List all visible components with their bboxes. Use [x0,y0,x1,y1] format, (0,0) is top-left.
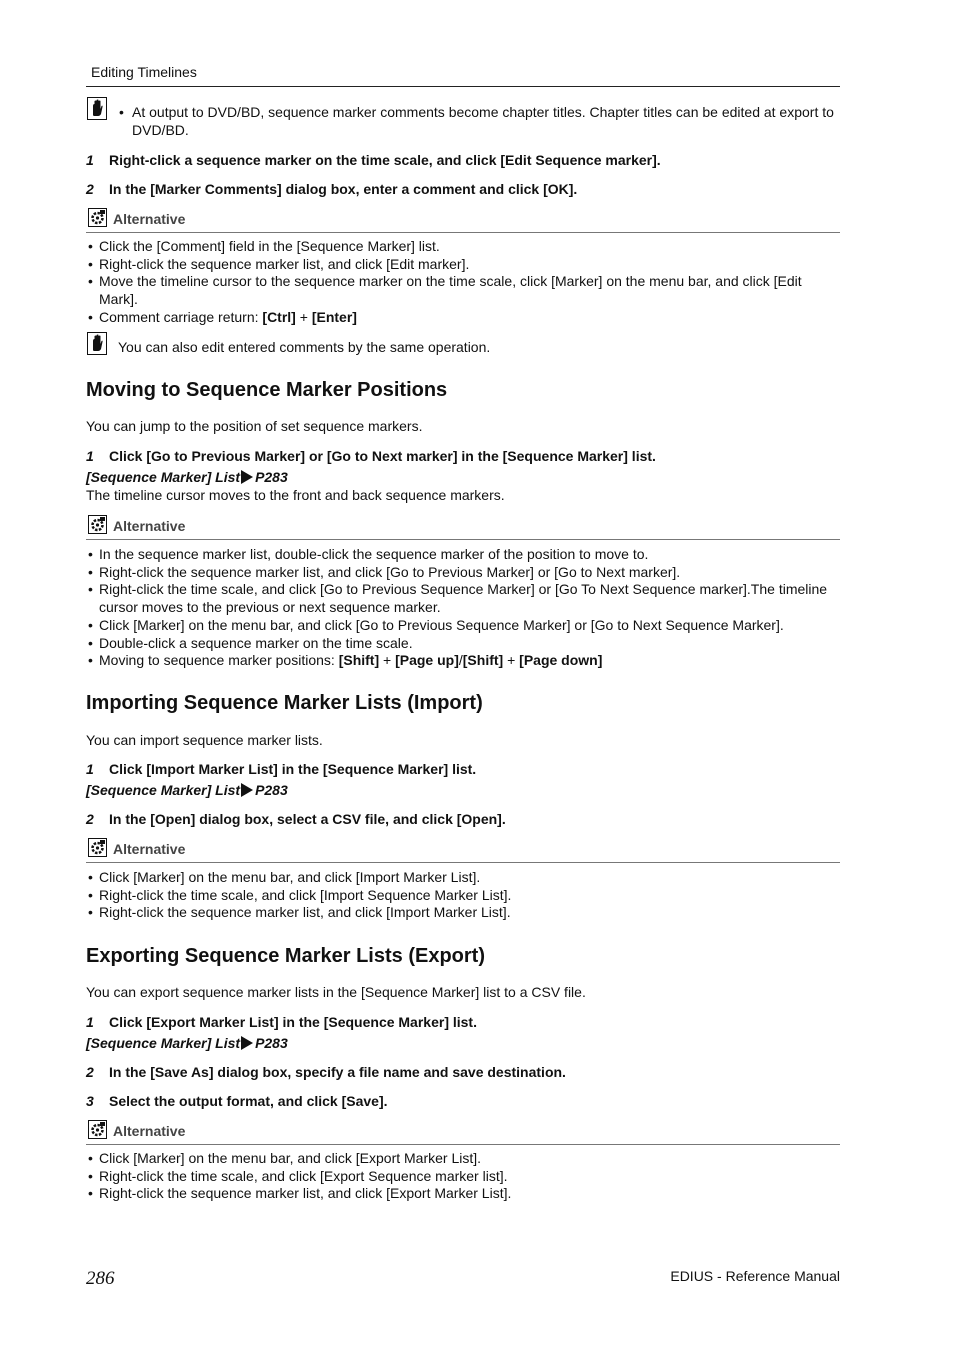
note-hand-icon [87,97,107,120]
section-intro: You can export sequence marker lists in the [Sequence Marker] list to a CSV file. [86,984,586,1000]
step-number: 1 [86,448,94,464]
plus-sign: + [295,308,312,325]
arrow-right-icon [241,783,253,797]
arrow-right-icon [241,1036,253,1050]
page-number: 286 [86,1268,115,1289]
section-heading-moving: Moving to Sequence Marker Positions [86,379,448,401]
alternative-rule [86,1144,840,1145]
plus-sign: + [503,652,520,669]
list-item: • Click [Marker] on the menu bar, and click [Go to Previous Sequence Marker] or [Go to Next Sequence Marker]. [86,617,836,635]
step-number: 2 [86,811,94,827]
section-heading-export: Exporting Sequence Marker Lists (Export) [86,945,485,967]
list-item: • Click [Marker] on the menu bar, and click [Export Marker List]. [86,1150,836,1168]
step-text: In the [Marker Comments] dialog box, enter a comment and click [OK]. [109,181,578,197]
plus-sign: + [379,652,396,669]
step-export-1 [86,1014,840,1032]
note-text: You can also edit entered comments by the same operation. [118,339,491,355]
note-bullet: • [119,104,124,120]
list-item: • Right-click the sequence marker list, and click [Go to Previous Marker] or [Go to Next marker]. [86,564,836,582]
step-number: 1 [86,152,94,168]
alternative-list-moving [86,546,836,670]
slash: / [458,652,463,669]
reference-page: P283 [255,469,288,485]
list-item: • Click [Marker] on the menu bar, and click [Import Marker List]. [86,869,836,887]
step-text: Click [Export Marker List] in the [Sequence Marker] list. [109,1014,477,1030]
key-shift: [Shift] [462,652,504,669]
step-number: 3 [86,1093,94,1109]
footer-manual-title: EDIUS - Reference Manual [670,1268,840,1284]
section-heading-import: Importing Sequence Marker Lists (Import) [86,692,483,714]
step-text: Select the output format, and click [Save]. [109,1093,388,1109]
list-item [86,309,836,327]
alternative-label: Alternative [113,1123,186,1139]
step-number: 1 [86,761,94,777]
step-number: 1 [86,1014,94,1030]
step-text: In the [Open] dialog box, select a CSV file, and click [Open]. [109,811,506,827]
key-shift: [Shift] [338,652,380,669]
reference-text: [Sequence Marker] List [86,1035,241,1051]
step-import-1 [86,761,840,779]
list-item: • In the sequence marker list, double-click the sequence marker of the position to move to. [86,546,836,564]
step-text: Click [Go to Previous Marker] or [Go to Next marker] in the [Sequence Marker] list. [109,448,656,464]
step-number: 2 [86,181,94,197]
list-item: • Right-click the sequence marker list, and click [Export Marker List]. [86,1185,836,1203]
alternative-rule [86,862,840,863]
step-edit-2 [86,181,840,199]
reference-text: [Sequence Marker] List [86,469,241,485]
list-item-text: Comment carriage return: [99,308,263,325]
alternative-list-edit [86,238,836,327]
result-text: The timeline cursor moves to the front and back sequence markers. [86,487,505,503]
list-item: • Right-click the time scale, and click [Export Sequence marker list]. [86,1168,836,1186]
cross-reference-link[interactable] [86,469,288,485]
reference-page: P283 [255,1035,288,1051]
alternative-gear-icon [88,515,107,534]
key-enter: [Enter] [311,308,357,325]
cross-reference-link[interactable] [86,782,288,798]
alternative-label: Alternative [113,211,186,227]
cross-reference-link[interactable] [86,1035,288,1051]
step-edit-1 [86,152,840,170]
step-number: 2 [86,1064,94,1080]
alternative-rule [86,539,840,540]
key-page-down: [Page down] [519,652,603,669]
key-ctrl: [Ctrl] [262,308,296,325]
alternative-gear-icon [88,1120,107,1139]
step-import-2 [86,811,840,829]
list-item: • Right-click the time scale, and click [Import Sequence Marker List]. [86,887,836,905]
header-rule [86,86,840,87]
section-intro: You can jump to the position of set sequence markers. [86,418,423,434]
alternative-gear-icon [88,208,107,227]
reference-text: [Sequence Marker] List [86,782,241,798]
reference-page: P283 [255,782,288,798]
step-text: Right-click a sequence marker on the time scale, and click [Edit Sequence marker]. [109,152,661,168]
alternative-rule [86,232,840,233]
key-page-up: [Page up] [395,652,459,669]
step-text: In the [Save As] dialog box, specify a file name and save destination. [109,1064,566,1080]
list-item: • Right-click the sequence marker list, and click [Import Marker List]. [86,904,836,922]
note-hand-icon [87,332,107,355]
list-item: • Right-click the sequence marker list, and click [Edit marker]. [86,256,836,274]
arrow-right-icon [241,470,253,484]
alternative-label: Alternative [113,841,186,857]
list-item: • Move the timeline cursor to the sequence marker on the time scale, click [Marker] on the menu bar, and click [Edit Mark]. [86,273,836,308]
alternative-gear-icon [88,838,107,857]
alternative-label: Alternative [113,518,186,534]
list-item: • Right-click the time scale, and click [Go to Previous Sequence Marker] or [Go To Next Sequence marker].The timeline cursor moves to the previous or next sequence marker. [86,581,836,616]
alternative-list-import [86,869,836,922]
step-export-2 [86,1064,840,1082]
top-note-text: At output to DVD/BD, sequence marker comments become chapter titles. Chapter titles can be edited at export to DVD/BD. [132,104,834,138]
list-item [86,652,836,670]
step-export-3 [86,1093,840,1111]
alternative-list-export [86,1150,836,1203]
list-item: • Double-click a sequence marker on the time scale. [86,635,836,653]
list-item-text: Moving to sequence marker positions: [99,652,339,669]
list-item: • Click the [Comment] field in the [Sequence Marker] list. [86,238,836,256]
step-moving-1 [86,448,840,466]
step-text: Click [Import Marker List] in the [Sequence Marker] list. [109,761,477,777]
section-intro: You can import sequence marker lists. [86,732,323,748]
running-header: Editing Timelines [91,64,197,80]
